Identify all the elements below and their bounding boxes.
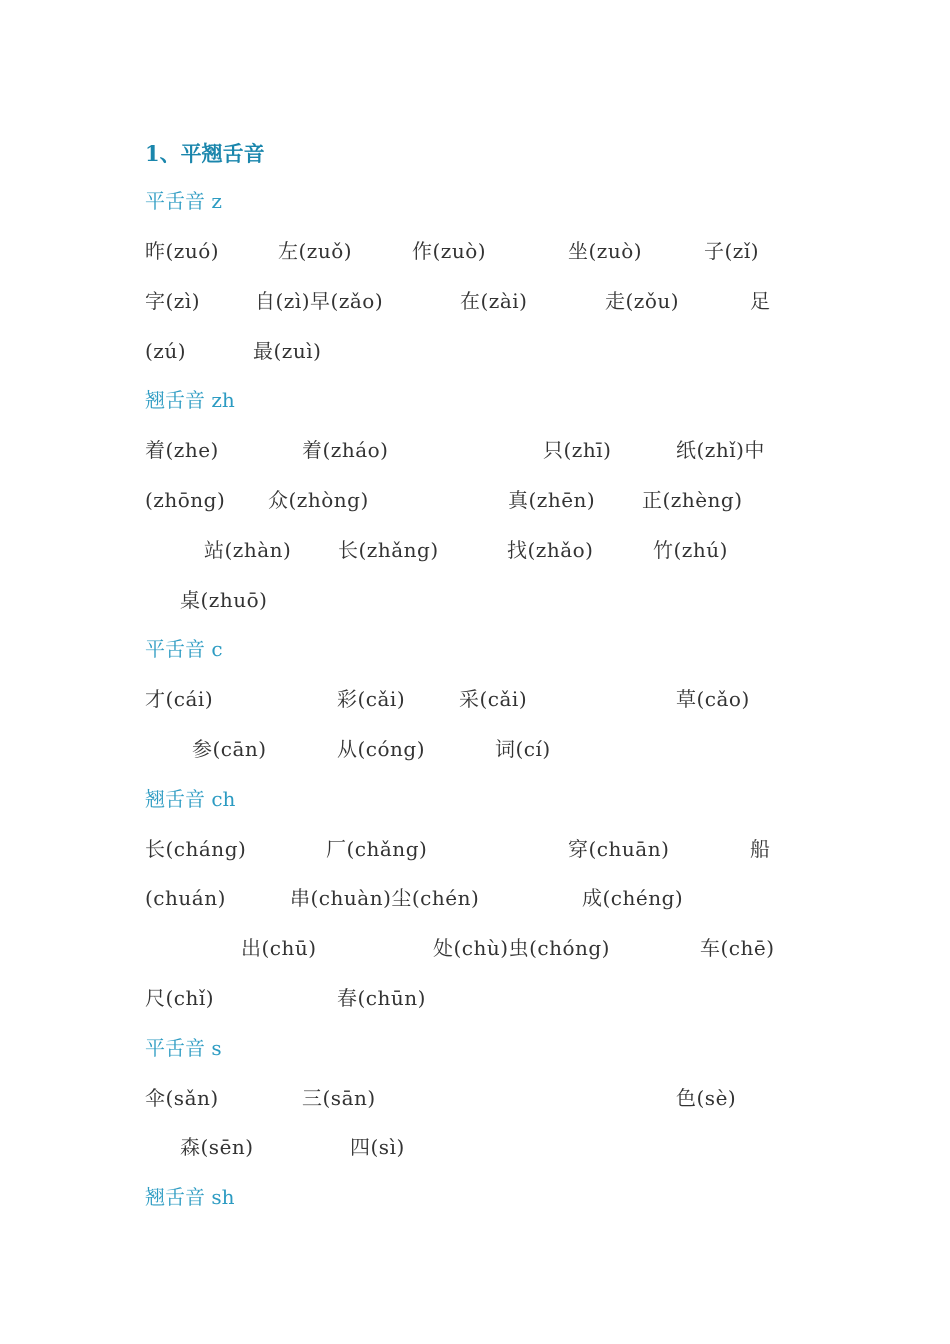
word-item: 采(cǎi) xyxy=(459,687,528,711)
word-item: 昨(zuó) xyxy=(145,239,220,263)
word-item: 最(zuì) xyxy=(253,339,322,363)
word-item: 子(zǐ) xyxy=(704,239,760,263)
word-item: 众(zhòng) xyxy=(268,488,369,512)
word-item: 左(zuǒ) xyxy=(278,239,353,263)
word-item: 三(sān) xyxy=(302,1086,376,1110)
section-heading-s: 平舌音 s xyxy=(145,1036,222,1060)
word-item: 真(zhēn) xyxy=(508,488,596,512)
word-item: 长(cháng) xyxy=(145,837,247,861)
word-item: 串(chuàn)尘(chén) xyxy=(290,886,480,910)
word-item: 四(sì) xyxy=(350,1135,405,1159)
word-item: 桌(zhuō) xyxy=(180,588,268,612)
word-item: 长(zhǎng) xyxy=(338,538,439,562)
word-item: 足 xyxy=(750,289,771,313)
word-item: 处(chù)虫(chóng) xyxy=(433,936,610,960)
word-item: 车(chē) xyxy=(700,936,775,960)
word-item: (chuán) xyxy=(145,886,226,910)
word-item: 船 xyxy=(750,837,771,861)
word-item: 只(zhī) xyxy=(543,438,612,462)
word-item: (zú) xyxy=(145,339,187,363)
section-heading-ch: 翘舌音 ch xyxy=(145,787,236,811)
section-heading-z: 平舌音 z xyxy=(145,189,222,213)
word-item: (zhōng) xyxy=(145,488,226,512)
section-heading-zh: 翘舌音 zh xyxy=(145,388,235,412)
word-item: 着(zhe) xyxy=(145,438,219,462)
word-item: 竹(zhú) xyxy=(653,538,728,562)
word-item: 尺(chǐ) xyxy=(145,986,215,1010)
word-item: 找(zhǎo) xyxy=(507,538,594,562)
word-item: 从(cóng) xyxy=(337,737,426,761)
word-item: 森(sēn) xyxy=(180,1135,254,1159)
word-item: 自(zì)早(zǎo) xyxy=(255,289,384,313)
word-item: 在(zài) xyxy=(460,289,528,313)
word-item: 正(zhèng) xyxy=(642,488,743,512)
word-item: 坐(zuò) xyxy=(568,239,643,263)
word-item: 草(cǎo) xyxy=(676,687,750,711)
word-item: 字(zì) xyxy=(145,289,201,313)
word-item: 站(zhàn) xyxy=(204,538,292,562)
word-item: 彩(cǎi) xyxy=(337,687,406,711)
word-item: 伞(sǎn) xyxy=(145,1086,219,1110)
section-heading-c: 平舌音 c xyxy=(145,637,223,661)
word-item: 成(chéng) xyxy=(582,886,684,910)
word-item: 作(zuò) xyxy=(412,239,487,263)
word-item: 春(chūn) xyxy=(337,986,426,1010)
word-item: 纸(zhǐ)中 xyxy=(676,438,765,462)
page-title: 1、平翘舌音 xyxy=(145,141,265,166)
word-item: 才(cái) xyxy=(145,687,214,711)
section-heading-sh: 翘舌音 sh xyxy=(145,1185,235,1209)
word-item: 厂(chǎng) xyxy=(326,837,428,861)
word-item: 参(cān) xyxy=(192,737,267,761)
word-item: 色(sè) xyxy=(676,1086,737,1110)
word-item: 走(zǒu) xyxy=(605,289,680,313)
word-item: 穿(chuān) xyxy=(568,837,670,861)
word-item: 着(zháo) xyxy=(302,438,389,462)
word-item: 词(cí) xyxy=(495,737,551,761)
word-item: 出(chū) xyxy=(241,936,317,960)
